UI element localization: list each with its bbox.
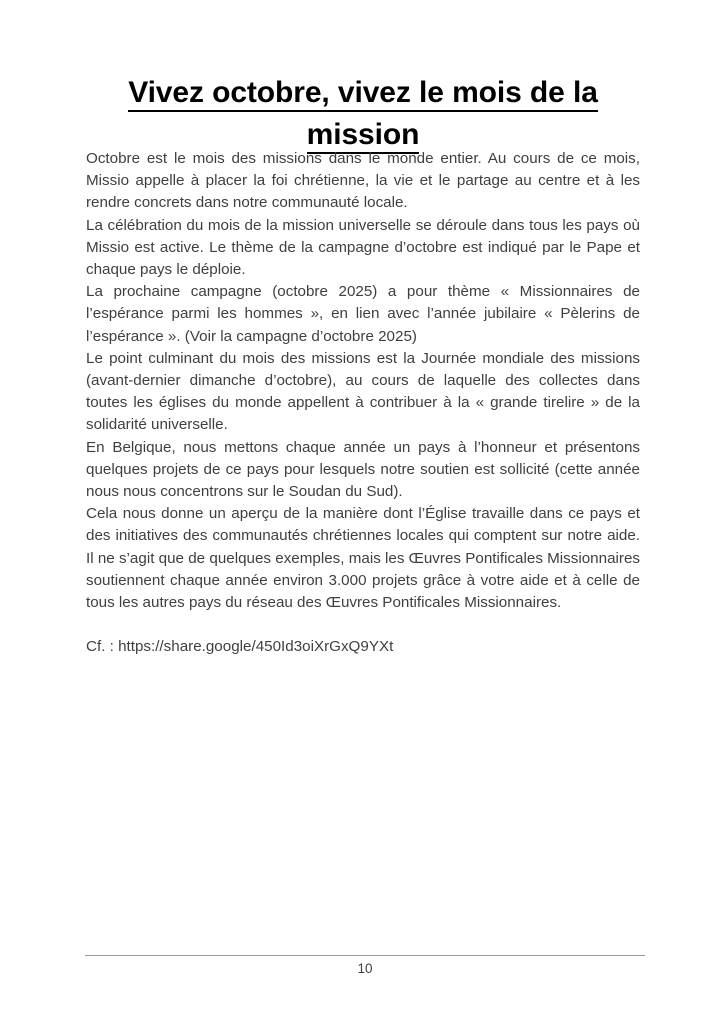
footer-divider — [85, 955, 645, 956]
reference-link-line: Cf. : https://share.google/450Id3oiXrGxQ9YXt — [86, 638, 394, 656]
page-title-line-1-text: Vivez octobre, vivez le mois de la — [128, 76, 598, 112]
body-paragraph-4: Le point culminant du mois des missions est la Journée mondiale des missions (avant-dernier dimanche d’octobre), au cours de laquelle des collectes dans toutes les églises du monde appellent à contribuer à la « grande tirelire » de la solidarité universelle. — [86, 349, 640, 434]
footer-page-number: 10 — [357, 961, 373, 976]
body-paragraph-6: Cela nous donne un aperçu de la manière dont l’Église travaille dans ce pays et des initiatives des communautés chrétiennes locales qui comptent sur notre aide. Il ne s’agit que de quelques exemples, mais les Œuvres Pontificales Missionnaires soutiennent chaque année environ 3.000 projets grâce à votre aide et à celle de tous les autres pays du réseau des Œuvres Pontificales Missionnaires. — [86, 505, 640, 612]
page-footer — [85, 955, 645, 978]
document-body — [86, 148, 640, 658]
body-paragraph-3: La prochaine campagne (octobre 2025) a pour thème « Missionnaires de l’espérance parmi les hommes », en lien avec l’année jubilaire « Pèlerins de l’espérance ». (Voir la campagne d’octobre 2025) — [86, 283, 640, 345]
body-paragraph-5: En Belgique, nous mettons chaque année un pays à l’honneur et présentons quelques projets de ce pays pour lesquels notre soutien est sollicité (cette année nous nous concentrons sur le Soudan du Sud). — [86, 438, 640, 501]
page-title-line-2-text: mission — [307, 118, 420, 154]
page-title-line-1 — [86, 72, 640, 114]
body-paragraph-2: La célébration du mois de la mission universelle se déroule dans tous les pays où Missio est active. Le thème de la campagne d’octobre est indiqué par le Pape et chaque pays le déploie. — [86, 216, 640, 279]
body-paragraph-1: Octobre est le mois des missions dans le monde entier. Au cours de ce mois, Missio appelle à placer la foi chrétienne, la vie et le partage au centre et à les rendre concrets dans notre communauté locale. — [86, 150, 640, 212]
page-title — [86, 72, 640, 156]
